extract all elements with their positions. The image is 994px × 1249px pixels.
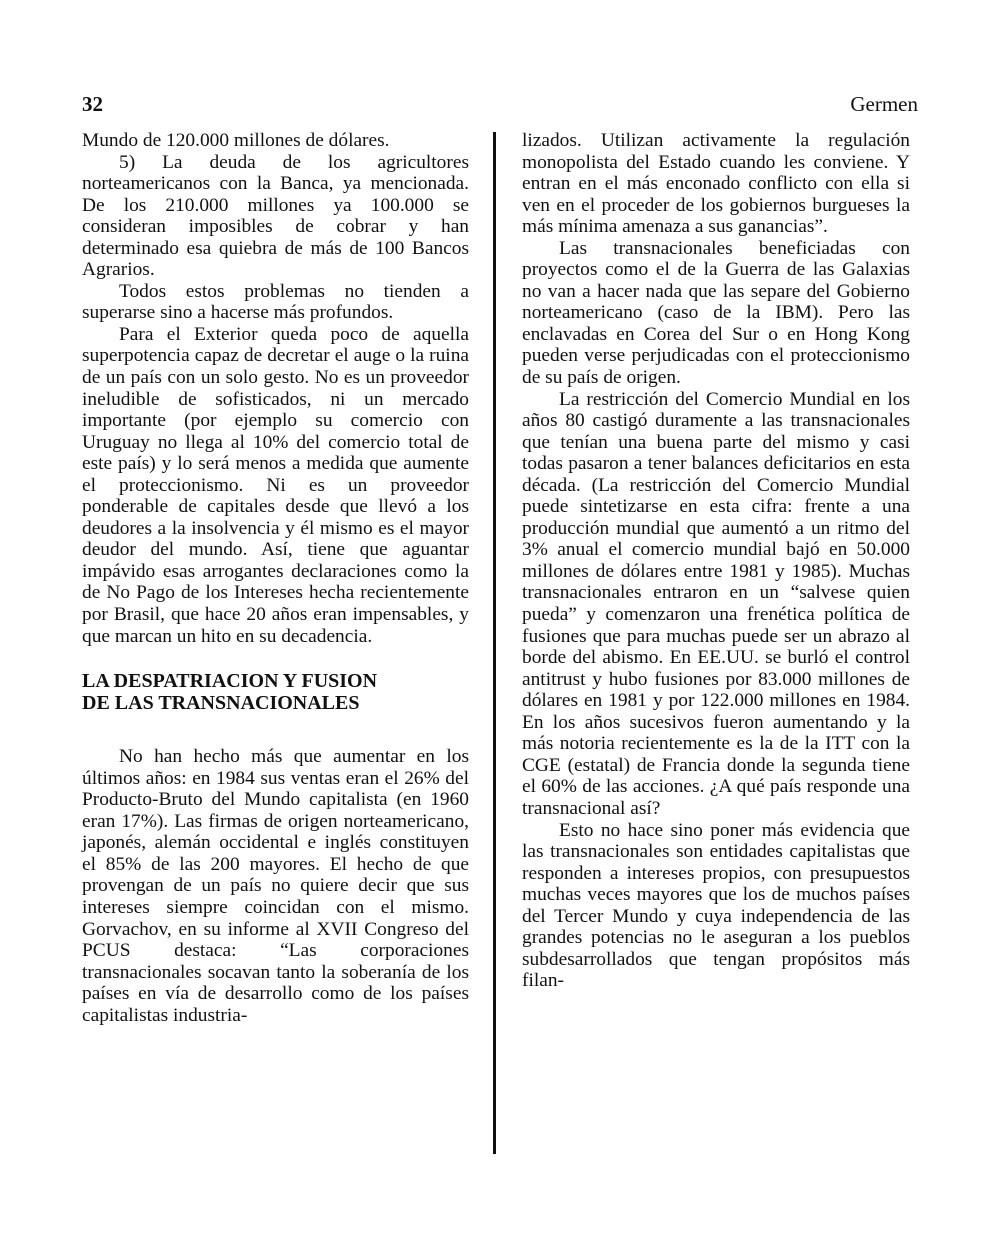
section-heading-line: DE LAS TRANSNACIONALES (82, 692, 360, 715)
paragraph: No han hecho más que aumentar en los últimos años: en 1984 sus ventas eran el 26% del Producto-Bruto del Mundo capitalista (en 1960 eran 17%). Las firmas de origen norteamericano, japonés, alemán occidental e inglés constituyen el 85% de las 200 mayores. El hecho de que provengan de un país no quiere decir que sus intereses siempre coincidan con el mismo. Gorvachov, en su informe al XVII Congreso del PCUS destaca: “Las corporaciones transnacionales socavan tanto la soberanía de los países en vía de desarrollo como de los países capitalistas industria- (82, 746, 469, 1026)
page-number: 32 (82, 92, 103, 116)
paragraph: Todos estos problemas no tienden a superarse sino a hacerse más profundos. (82, 280, 469, 324)
section-heading-line: LA DESPATRIACION Y FUSION (82, 670, 378, 693)
column-divider (493, 132, 496, 1154)
right-column (522, 130, 910, 992)
paragraph: Para el Exterior queda poco de aquella superpotencia capaz de decretar el auge o la ruina de un país con un solo gesto. No es un proveedor ineludible de sofisticados, ni un mercado importante (por ejemplo su comercio con Uruguay no llega al 10% del comercio total de este país) y lo será menos a medida que aumente el proteccionismo. Ni es un proveedor ponderable de capitales desde que llevó a los deudores a la insolvencia y él mismo es el mayor deudor del mundo. Así, tiene que aguantar impávido esas arrogantes declaraciones como la de No Pago de los Intereses hecha recientemente por Brasil, que hace 20 años eran impensables, y que marcan un hito en su decadencia. (82, 323, 469, 647)
running-head: Germen (850, 92, 918, 116)
paragraph: Las transnacionales beneficiadas con proyectos como el de la Guerra de las Galaxias no van a hacer nada que las separe del Gobierno norteamericano (caso de la IBM). Pero las enclavadas en Corea del Sur o en Hong Kong pueden verse perjudicadas con el proteccionismo de su país de origen. (522, 237, 910, 389)
paragraph: Esto no hace sino poner más evidencia que las transnacionales son entidades capitalistas que responden a intereses propios, con presupuestos muchas veces mayores que los de muchos países del Tercer Mundo y cuya independencia de las grandes potencias no le aseguran a los pueblos subdesarrollados que tengan propósitos más filan- (522, 819, 910, 992)
paragraph: La restricción del Comercio Mundial en los años 80 castigó duramente a las transnacionales que tenían una buena parte del mismo y casi todas pasaron a tener balances deficitarios en esta década. (La restricción del Comercio Mundial puede sintetizarse en esta cifra: frente a una producción mundial que aumentó a un ritmo del 3% anual el comercio mundial bajó en 50.000 millones de dólares entre 1981 y 1985). Muchas transnacionales entraron en un “salvese quien pueda” y comenzaron una frenética política de fusiones que para muchas puede ser un abrazo al borde del abismo. En EE.UU. se burló el control antitrust y hubo fusiones por 83.000 millones de dólares en 1981 y por 122.000 millones en 1984. En los años sucesivos fueron aumentando y la más notoria recientemente es la de la ITT con la CGE (estatal) de Francia donde la segunda tiene el 60% de las acciones. ¿A qué país responde una transnacional así? (522, 388, 910, 819)
left-column (82, 130, 469, 1026)
paragraph: lizados. Utilizan activamente la regulación monopolista del Estado cuando les conviene. Y entran en el más enconado conflicto con ella si ven en el proceder de los gobiernos burgueses la más mínima amenaza a sus ganancias”. (522, 130, 910, 238)
paragraph: 5) La deuda de los agricultores norteamericanos con la Banca, ya mencionada. De los 210.000 millones ya 100.000 se consideran imposibles de cobrar y han determinado esa quiebra de más de 100 Bancos Agrarios. (82, 151, 469, 281)
section-heading (82, 670, 469, 714)
paragraph: Mundo de 120.000 millones de dólares. (82, 130, 390, 151)
